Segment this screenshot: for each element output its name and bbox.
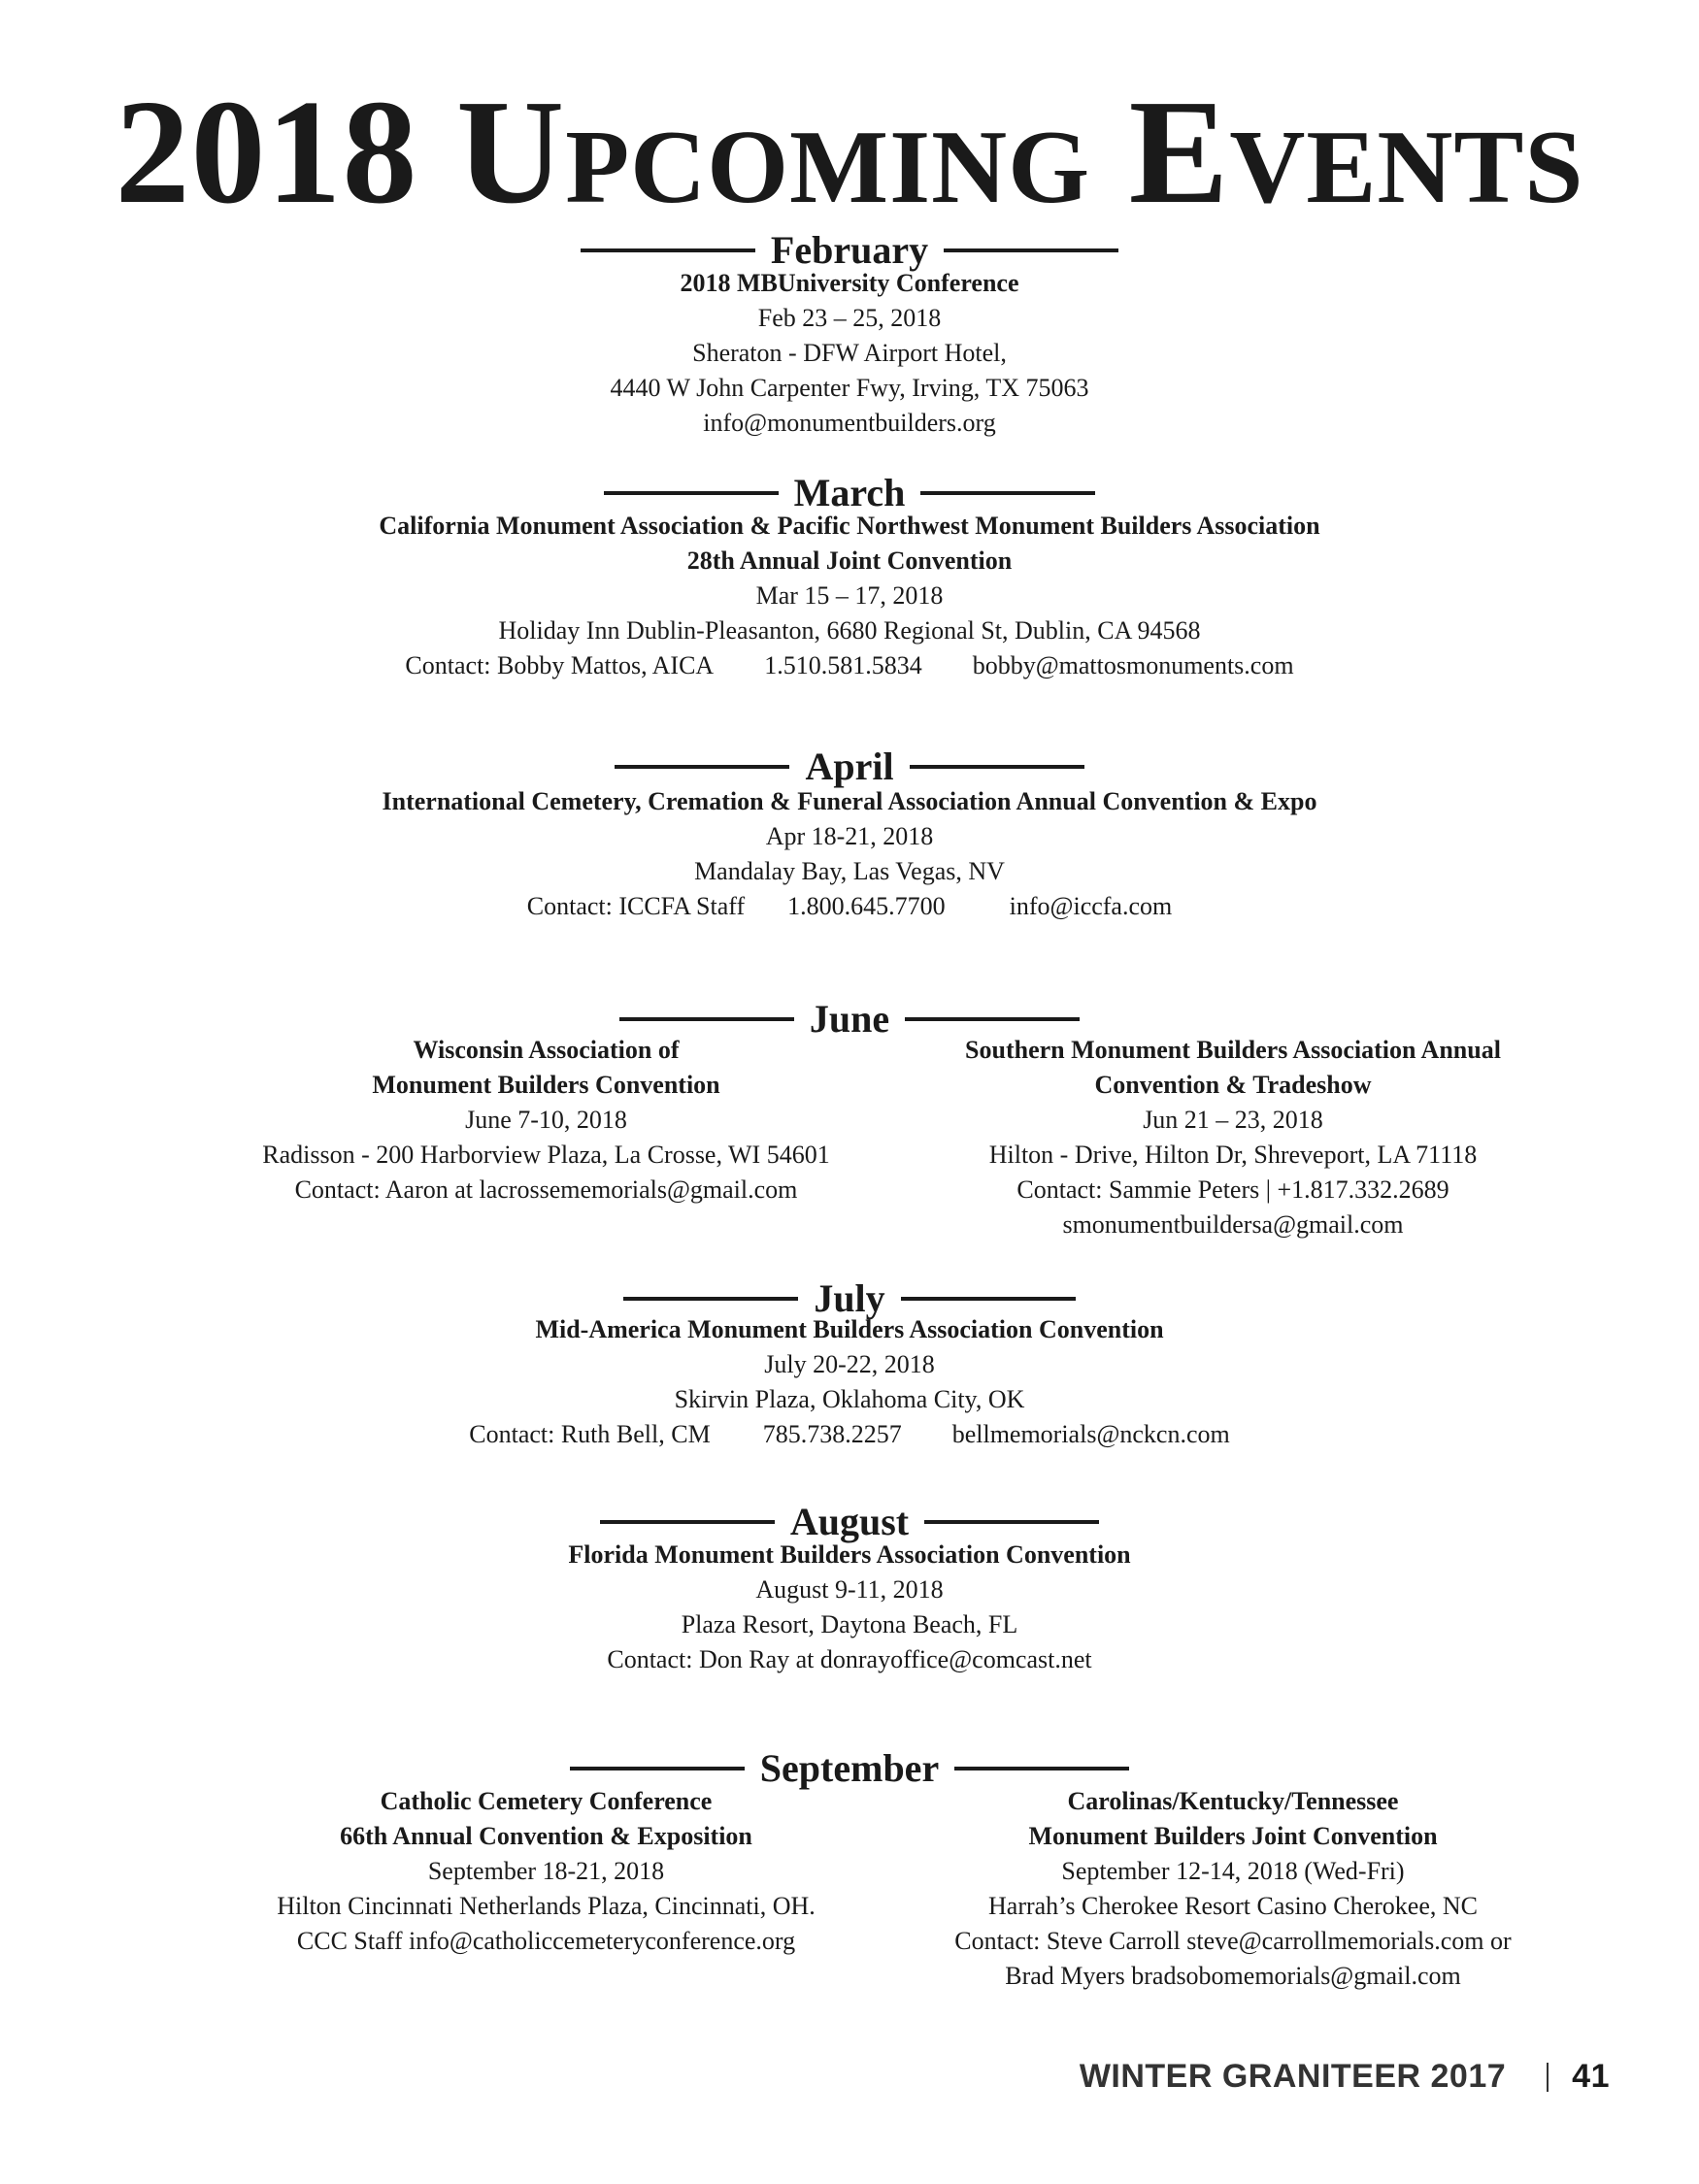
event-date: September 12-14, 2018 (Wed-Fri): [1061, 1857, 1405, 1885]
event-venue: Plaza Resort, Daytona Beach, FL: [681, 1610, 1018, 1638]
divider-rule: [954, 1767, 1129, 1770]
divider-rule: [623, 1297, 798, 1301]
event-name: 2018 MBUniversity Conference: [680, 269, 1019, 297]
event-contact: CCC Staff info@catholiccemeteryconference.org: [296, 1927, 796, 1955]
month-header-march: [0, 471, 1699, 514]
event-venue: Harrah’s Cherokee Resort Casino Cherokee, NC: [988, 1892, 1478, 1920]
event-contact: Contact: Sammie Peters | +1.817.332.2689: [1016, 1175, 1449, 1204]
divider-rule: [619, 1017, 794, 1021]
event-date: June 7-10, 2018: [465, 1106, 627, 1134]
divider-rule: [924, 1520, 1099, 1524]
event-venue: Radisson - 200 Harborview Plaza, La Crosse, WI 54601: [262, 1141, 830, 1169]
event-venue: Hilton - Drive, Hilton Dr, Shreveport, LA 71118: [988, 1141, 1478, 1169]
event-contact-continued: Brad Myers bradsobomemorials@gmail.com: [1005, 1962, 1461, 1990]
event-contact-row: [0, 1417, 1699, 1452]
event-june-left: [194, 1033, 898, 1208]
event-date: Apr 18-21, 2018: [765, 822, 934, 850]
month-label: September: [759, 1746, 940, 1790]
divider-rule: [600, 1520, 775, 1524]
event-subtitle: 28th Annual Joint Convention: [686, 546, 1013, 575]
event-date: Feb 23 – 25, 2018: [757, 304, 942, 332]
footer-separator: [1547, 2063, 1549, 2092]
event-april: [0, 784, 1699, 924]
event-name-line2: Convention & Tradeshow: [1094, 1071, 1372, 1099]
event-date: Mar 15 – 17, 2018: [755, 581, 944, 610]
divider-rule: [604, 491, 779, 495]
divider-rule: [905, 1017, 1080, 1021]
publication-name: WINTER GRANITEER 2017: [1079, 2058, 1507, 2095]
event-name-line1: Catholic Cemetery Conference: [380, 1787, 713, 1815]
event-email: info@monumentbuilders.org: [703, 409, 996, 437]
event-name-line1: Wisconsin Association of: [413, 1036, 680, 1064]
event-address: 4440 W John Carpenter Fwy, Irving, TX 75063: [610, 374, 1089, 402]
event-date: July 20-22, 2018: [764, 1350, 935, 1378]
event-venue: Skirvin Plaza, Oklahoma City, OK: [674, 1385, 1025, 1413]
event-contact: Contact: Steve Carroll steve@carrollmemorials.com or: [954, 1927, 1512, 1955]
event-name: Florida Monument Builders Association Convention: [568, 1540, 1131, 1569]
month-label: August: [789, 1500, 910, 1543]
month-header-april: [0, 747, 1699, 786]
event-contact-row: [0, 889, 1699, 924]
event-contact: Contact: Aaron at lacrossememorials@gmail.com: [294, 1175, 798, 1204]
page-title: 2018 Upcoming Events: [115, 70, 1584, 235]
event-contact: Contact: Don Ray at donrayoffice@comcast.net: [607, 1645, 1092, 1673]
event-september-right: [879, 1784, 1587, 1994]
month-label: July: [814, 1276, 885, 1320]
event-venue: Sheraton - DFW Airport Hotel,: [692, 339, 1007, 367]
event-phone: 1.510.581.5834: [764, 651, 922, 679]
event-contact: Contact: ICCFA Staff: [526, 892, 746, 920]
event-email: info@iccfa.com: [1009, 892, 1173, 920]
month-header-february: [0, 228, 1699, 272]
event-email: smonumentbuildersa@gmail.com: [1062, 1210, 1404, 1239]
event-contact-row: [0, 648, 1699, 683]
divider-rule: [570, 1767, 745, 1770]
event-august: [0, 1538, 1699, 1677]
event-contact: Contact: Bobby Mattos, AICA: [405, 651, 715, 679]
event-venue: Mandalay Bay, Las Vegas, NV: [694, 857, 1005, 885]
event-june-right: [879, 1033, 1587, 1242]
divider-rule: [920, 491, 1095, 495]
month-label: February: [770, 228, 929, 272]
event-email: bobby@mattosmonuments.com: [972, 651, 1294, 679]
divider-rule: [944, 248, 1118, 252]
page-footer: [1080, 2058, 1610, 2096]
event-date: August 9-11, 2018: [755, 1575, 944, 1604]
event-phone: 785.738.2257: [762, 1420, 902, 1448]
event-february: [0, 266, 1699, 441]
divider-rule: [581, 248, 755, 252]
month-label: June: [809, 997, 890, 1041]
event-name: California Monument Association & Pacific Northwest Monument Builders Association: [379, 512, 1320, 540]
divider-rule: [615, 765, 789, 769]
month-label: March: [793, 471, 906, 514]
event-name-line2: Monument Builders Convention: [372, 1071, 720, 1099]
divider-rule: [901, 1297, 1076, 1301]
event-date: September 18-21, 2018: [427, 1857, 665, 1885]
event-venue: Hilton Cincinnati Netherlands Plaza, Cincinnati, OH.: [277, 1892, 816, 1920]
event-name-line2: Monument Builders Joint Convention: [1028, 1822, 1438, 1850]
event-contact: Contact: Ruth Bell, CM: [469, 1420, 711, 1448]
event-name: International Cemetery, Cremation & Funeral Association Annual Convention & Expo: [382, 787, 1317, 815]
event-july: [0, 1312, 1699, 1452]
divider-rule: [910, 765, 1084, 769]
month-label: April: [805, 745, 894, 788]
event-name-line1: Carolinas/Kentucky/Tennessee: [1067, 1787, 1399, 1815]
month-header-august: [0, 1500, 1699, 1543]
event-phone: 1.800.645.7700: [787, 892, 946, 920]
page-number: 41: [1572, 2058, 1610, 2095]
event-name-line1: Southern Monument Builders Association Annual: [965, 1036, 1501, 1064]
month-header-september: [0, 1746, 1699, 1790]
event-name-line2: 66th Annual Convention & Exposition: [340, 1822, 752, 1850]
event-march: [0, 509, 1699, 683]
event-date: Jun 21 – 23, 2018: [1143, 1106, 1323, 1134]
event-september-left: [194, 1784, 898, 1959]
event-email: bellmemorials@nckcn.com: [951, 1420, 1230, 1448]
event-venue: Holiday Inn Dublin-Pleasanton, 6680 Regional St, Dublin, CA 94568: [498, 616, 1201, 645]
event-name: Mid-America Monument Builders Association Convention: [535, 1315, 1164, 1343]
